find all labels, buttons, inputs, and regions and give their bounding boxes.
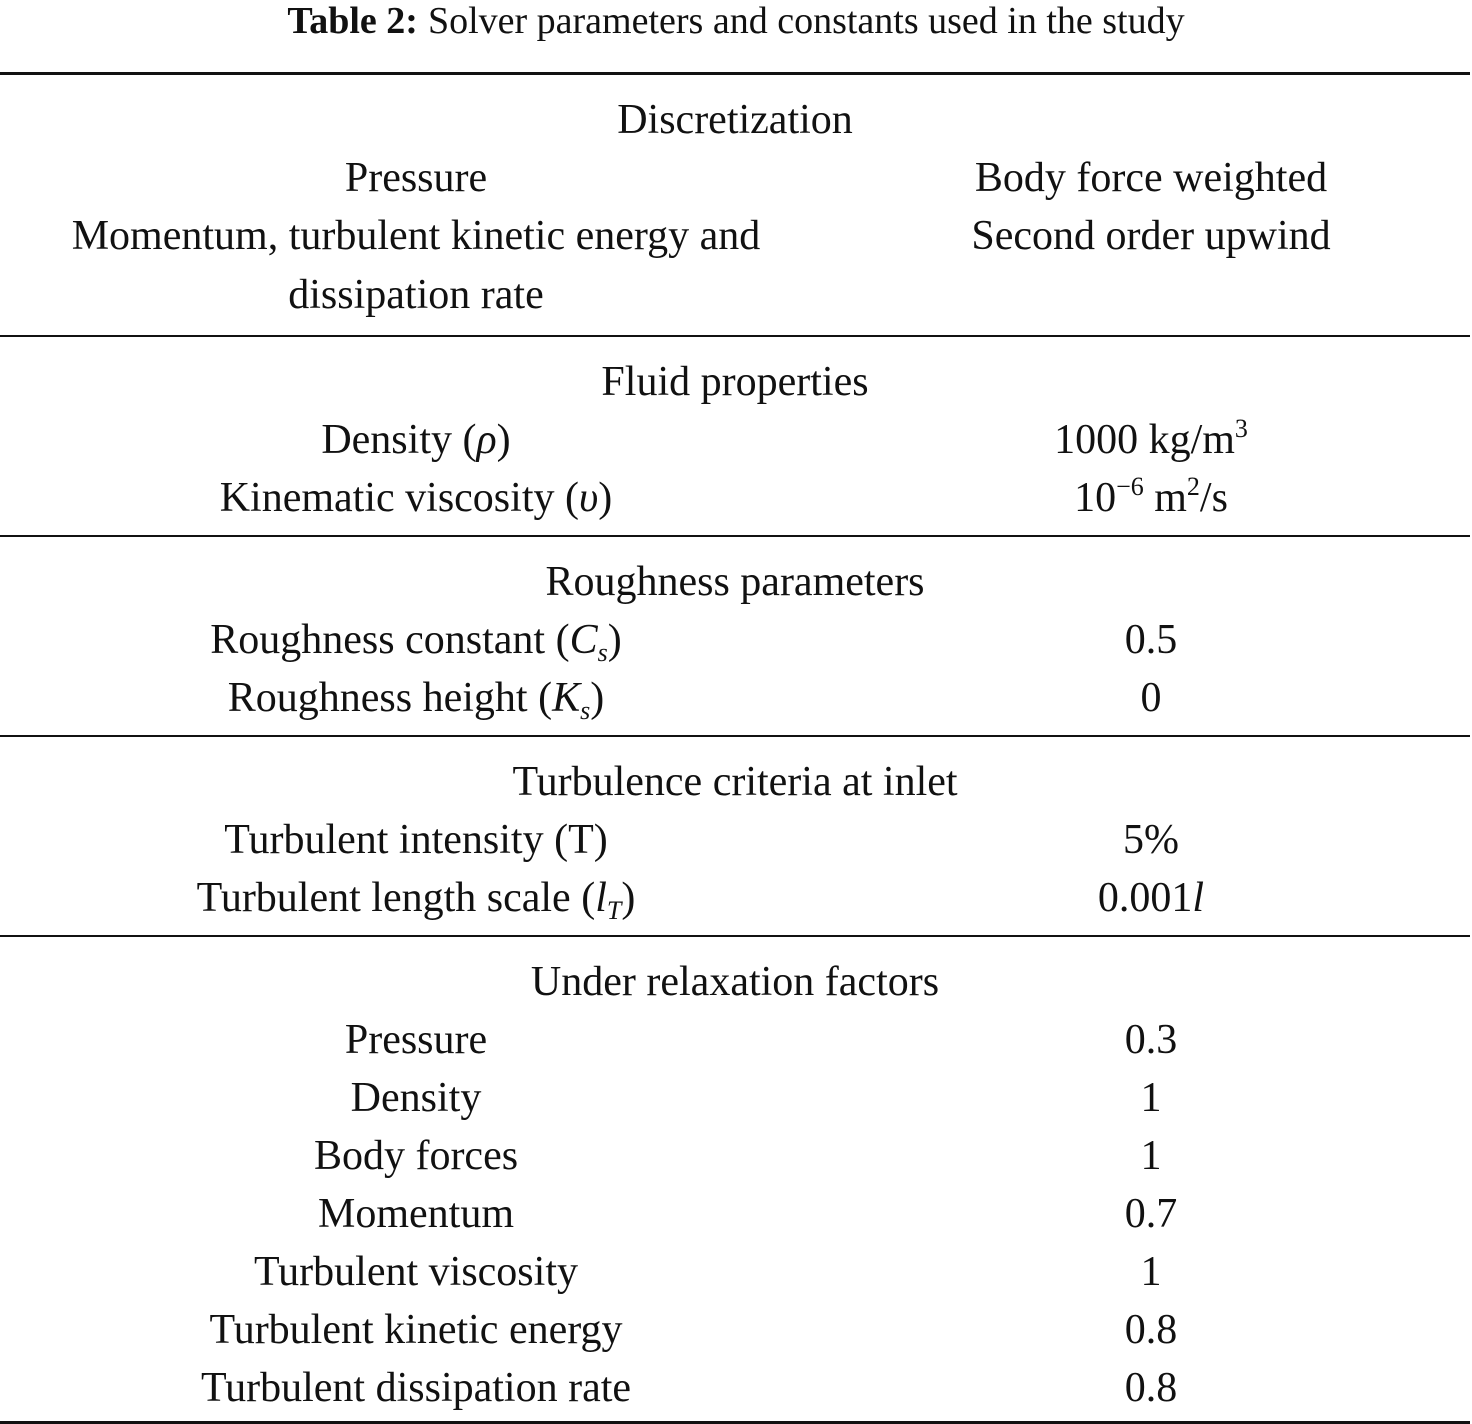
section-title: Roughness parameters [545, 559, 925, 605]
section-under-relaxation-factors [0, 937, 1470, 1421]
param-value [832, 411, 1470, 469]
param-name: Pressure [344, 155, 488, 201]
section-title: Fluid properties [601, 359, 869, 405]
table-row [0, 611, 1470, 669]
table-row [0, 411, 1470, 469]
table-row [0, 1011, 1470, 1069]
param-value: 1 [1140, 1133, 1162, 1179]
param-name [0, 869, 832, 927]
table-caption-label: Table 2: [287, 0, 418, 42]
param-name: Turbulent dissipation rate [200, 1365, 632, 1411]
value-unit-superscript: 2 [1186, 472, 1200, 501]
name-text: Roughness height ( [227, 675, 553, 721]
param-name: Turbulent viscosity [254, 1249, 578, 1295]
param-name: Momentum [318, 1191, 514, 1237]
section-title: Under relaxation factors [530, 959, 940, 1005]
section-fluid-properties [0, 337, 1470, 535]
symbol-k: K [552, 675, 581, 721]
value-symbol: l [1192, 875, 1205, 921]
param-name [0, 411, 832, 469]
section-title: Discretization [617, 97, 853, 143]
param-value: Second order upwind [971, 213, 1331, 259]
symbol-c: C [569, 617, 598, 663]
param-value: 0.5 [1124, 617, 1178, 663]
param-name: Pressure [344, 1017, 488, 1063]
param-value: 1 [1140, 1249, 1162, 1295]
parameters-table [0, 72, 1470, 1424]
symbol-subscript: s [597, 638, 608, 667]
value-superscript: 3 [1234, 414, 1248, 443]
value-exponent: −6 [1116, 472, 1144, 501]
value-text: 1000 kg/m [1054, 417, 1235, 463]
name-close: ) [496, 417, 511, 463]
table-row [0, 1185, 1470, 1243]
name-text: Turbulent length scale ( [196, 875, 596, 921]
table-row [0, 669, 1470, 727]
param-name: Body forces [313, 1133, 519, 1179]
param-value: 0 [1140, 675, 1162, 721]
param-value: 1 [1140, 1075, 1162, 1121]
symbol-subscript: T [606, 896, 622, 925]
table-row [0, 869, 1470, 927]
param-name: Momentum, turbulent kinetic energy and dissipation rate [71, 213, 761, 318]
param-name: Density [350, 1075, 482, 1121]
param-name: Turbulent kinetic energy [209, 1307, 623, 1353]
section-turbulence-criteria [0, 737, 1470, 935]
symbol-l: l [595, 875, 607, 921]
symbol-subscript: s [580, 696, 591, 725]
table-row [0, 149, 1470, 207]
param-name: Turbulent intensity (T) [224, 817, 608, 863]
symbol-rho: ρ [476, 417, 497, 463]
table-row [0, 469, 1470, 527]
param-name [0, 611, 832, 669]
section-discretization [0, 75, 1470, 335]
param-value [832, 469, 1470, 527]
param-name [0, 469, 832, 527]
name-text: Roughness constant ( [210, 617, 570, 663]
param-value: 0.3 [1124, 1017, 1178, 1063]
symbol-upsilon: υ [578, 475, 599, 521]
table-row [0, 1069, 1470, 1127]
param-value: Body force weighted [974, 155, 1328, 201]
param-value [832, 869, 1470, 927]
section-title: Turbulence criteria at inlet [512, 759, 958, 805]
section-roughness-parameters [0, 537, 1470, 735]
param-value: 0.8 [1124, 1307, 1178, 1353]
value-unit-tail: /s [1199, 475, 1228, 521]
table-row [0, 207, 1470, 325]
table-row [0, 1359, 1470, 1417]
table-caption [0, 0, 1472, 44]
param-value: 5% [1123, 817, 1179, 863]
param-value: 0.8 [1124, 1365, 1178, 1411]
param-name [0, 669, 832, 727]
value-base: 10 [1074, 475, 1117, 521]
table-row [0, 811, 1470, 869]
name-close: ) [607, 617, 622, 663]
table-caption-text: Solver parameters and constants used in the study [427, 0, 1185, 42]
table-row [0, 1243, 1470, 1301]
name-text: Kinematic viscosity ( [219, 475, 579, 521]
name-close: ) [598, 475, 613, 521]
name-text: Density ( [321, 417, 477, 463]
value-unit: m [1143, 475, 1187, 521]
table-row [0, 1127, 1470, 1185]
table-row [0, 1301, 1470, 1359]
name-close: ) [621, 875, 636, 921]
name-close: ) [590, 675, 605, 721]
param-value: 0.7 [1124, 1191, 1178, 1237]
value-text: 0.001 [1097, 875, 1193, 921]
